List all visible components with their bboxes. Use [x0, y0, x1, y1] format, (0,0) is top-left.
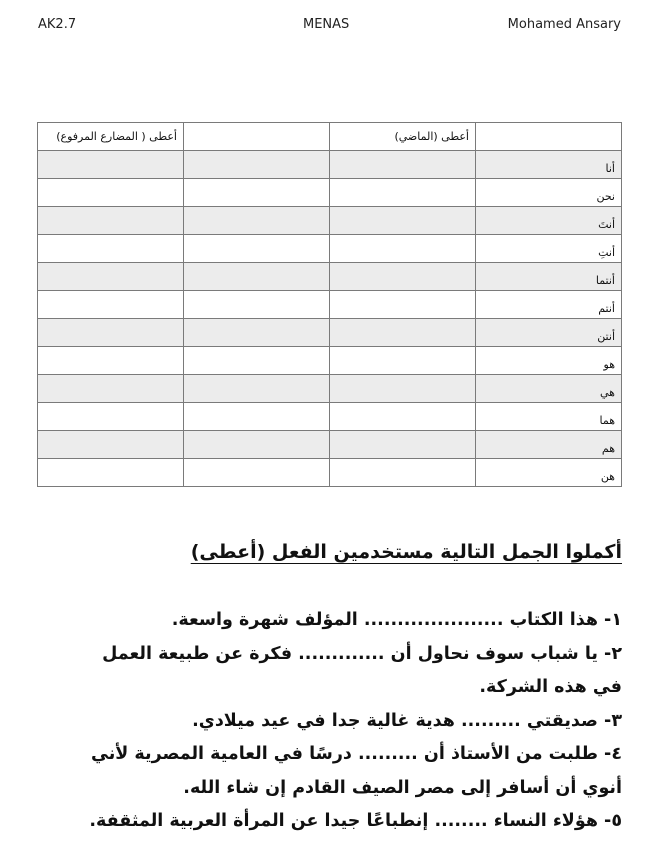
table-row	[38, 375, 622, 403]
answer-cell[interactable]	[38, 319, 184, 347]
pronoun-cell: أنتم	[476, 291, 622, 319]
table-row	[38, 235, 622, 263]
answer-cell[interactable]	[38, 179, 184, 207]
table-row	[38, 319, 622, 347]
answer-cell[interactable]	[184, 431, 330, 459]
exercise-line: ٤- طلبت من الأستاذ أن ......... درسًا في العامية المصرية لأني	[91, 744, 622, 764]
answer-cell[interactable]	[38, 459, 184, 487]
answer-cell[interactable]	[184, 319, 330, 347]
pronoun-cell: هم	[476, 431, 622, 459]
header-cell-present: أعطى ( المضارع المرفوع)	[38, 123, 184, 151]
exercise-line: ٢- يا شباب سوف نحاول أن ............. فكرة عن طبيعة العمل	[102, 643, 622, 664]
answer-cell[interactable]	[38, 431, 184, 459]
header-cell-past: أعطى (الماضي)	[330, 123, 476, 151]
exercise-line: ٥- هؤلاء النساء ........ إنطباعًا جيدا عن المرأة العربية المثقفة.	[89, 811, 622, 831]
answer-cell[interactable]	[330, 291, 476, 319]
exercise-line: ١- هذا الكتاب ..................... المؤلف شهرة واسعة.	[171, 610, 622, 630]
pronoun-cell: هن	[476, 459, 622, 487]
answer-cell[interactable]	[184, 291, 330, 319]
answer-cell[interactable]	[184, 403, 330, 431]
exercise-lines	[38, 604, 622, 839]
pronoun-cell: هما	[476, 403, 622, 431]
header-cell-pronoun	[476, 123, 622, 151]
answer-cell[interactable]	[330, 179, 476, 207]
table-row	[38, 347, 622, 375]
answer-cell[interactable]	[38, 403, 184, 431]
pronoun-cell: أنا	[476, 151, 622, 179]
table-row	[38, 151, 622, 179]
answer-cell[interactable]	[330, 151, 476, 179]
table-row	[38, 207, 622, 235]
page-header	[38, 17, 621, 37]
exercise-line: ٣- صديقتي ......... هدية غالية جدا في عيد ميلادي.	[192, 710, 622, 731]
pronoun-cell: هي	[476, 375, 622, 403]
table-row	[38, 263, 622, 291]
table-row	[38, 431, 622, 459]
header-cell-blank	[184, 123, 330, 151]
answer-cell[interactable]	[330, 459, 476, 487]
course-code: AK2.7	[38, 17, 77, 32]
table-row	[38, 179, 622, 207]
answer-cell[interactable]	[330, 235, 476, 263]
pronoun-cell: نحن	[476, 179, 622, 207]
exercise-title: أكملوا الجمل التالية مستخدمين الفعل (أعطى)	[190, 541, 622, 563]
answer-cell[interactable]	[330, 347, 476, 375]
answer-cell[interactable]	[330, 403, 476, 431]
answer-cell[interactable]	[184, 151, 330, 179]
answer-cell[interactable]	[330, 431, 476, 459]
table-row	[38, 459, 622, 487]
answer-cell[interactable]	[330, 375, 476, 403]
pronoun-cell: أنتِ	[476, 235, 622, 263]
answer-cell[interactable]	[184, 263, 330, 291]
pronoun-cell: هو	[476, 347, 622, 375]
answer-cell[interactable]	[184, 179, 330, 207]
answer-cell[interactable]	[38, 235, 184, 263]
answer-cell[interactable]	[184, 347, 330, 375]
table-header-row	[38, 123, 622, 151]
answer-cell[interactable]	[330, 319, 476, 347]
answer-cell[interactable]	[38, 207, 184, 235]
answer-cell[interactable]	[38, 263, 184, 291]
table-row	[38, 403, 622, 431]
answer-cell[interactable]	[38, 291, 184, 319]
program-name: MENAS	[303, 17, 350, 32]
answer-cell[interactable]	[38, 347, 184, 375]
exercise-line: في هذه الشركة.	[479, 677, 622, 697]
answer-cell[interactable]	[184, 235, 330, 263]
answer-cell[interactable]	[184, 207, 330, 235]
author-name: Mohamed Ansary	[507, 17, 621, 32]
answer-cell[interactable]	[330, 263, 476, 291]
pronoun-cell: أنتما	[476, 263, 622, 291]
pronoun-cell: أنتَ	[476, 207, 622, 235]
answer-cell[interactable]	[330, 207, 476, 235]
exercise-line: أنوي أن أسافر إلى مصر الصيف القادم إن شاء الله.	[183, 777, 622, 798]
pronoun-cell: أنتن	[476, 319, 622, 347]
answer-cell[interactable]	[38, 375, 184, 403]
answer-cell[interactable]	[184, 375, 330, 403]
answer-cell[interactable]	[184, 459, 330, 487]
conjugation-table	[37, 122, 622, 487]
answer-cell[interactable]	[38, 151, 184, 179]
table-row	[38, 291, 622, 319]
